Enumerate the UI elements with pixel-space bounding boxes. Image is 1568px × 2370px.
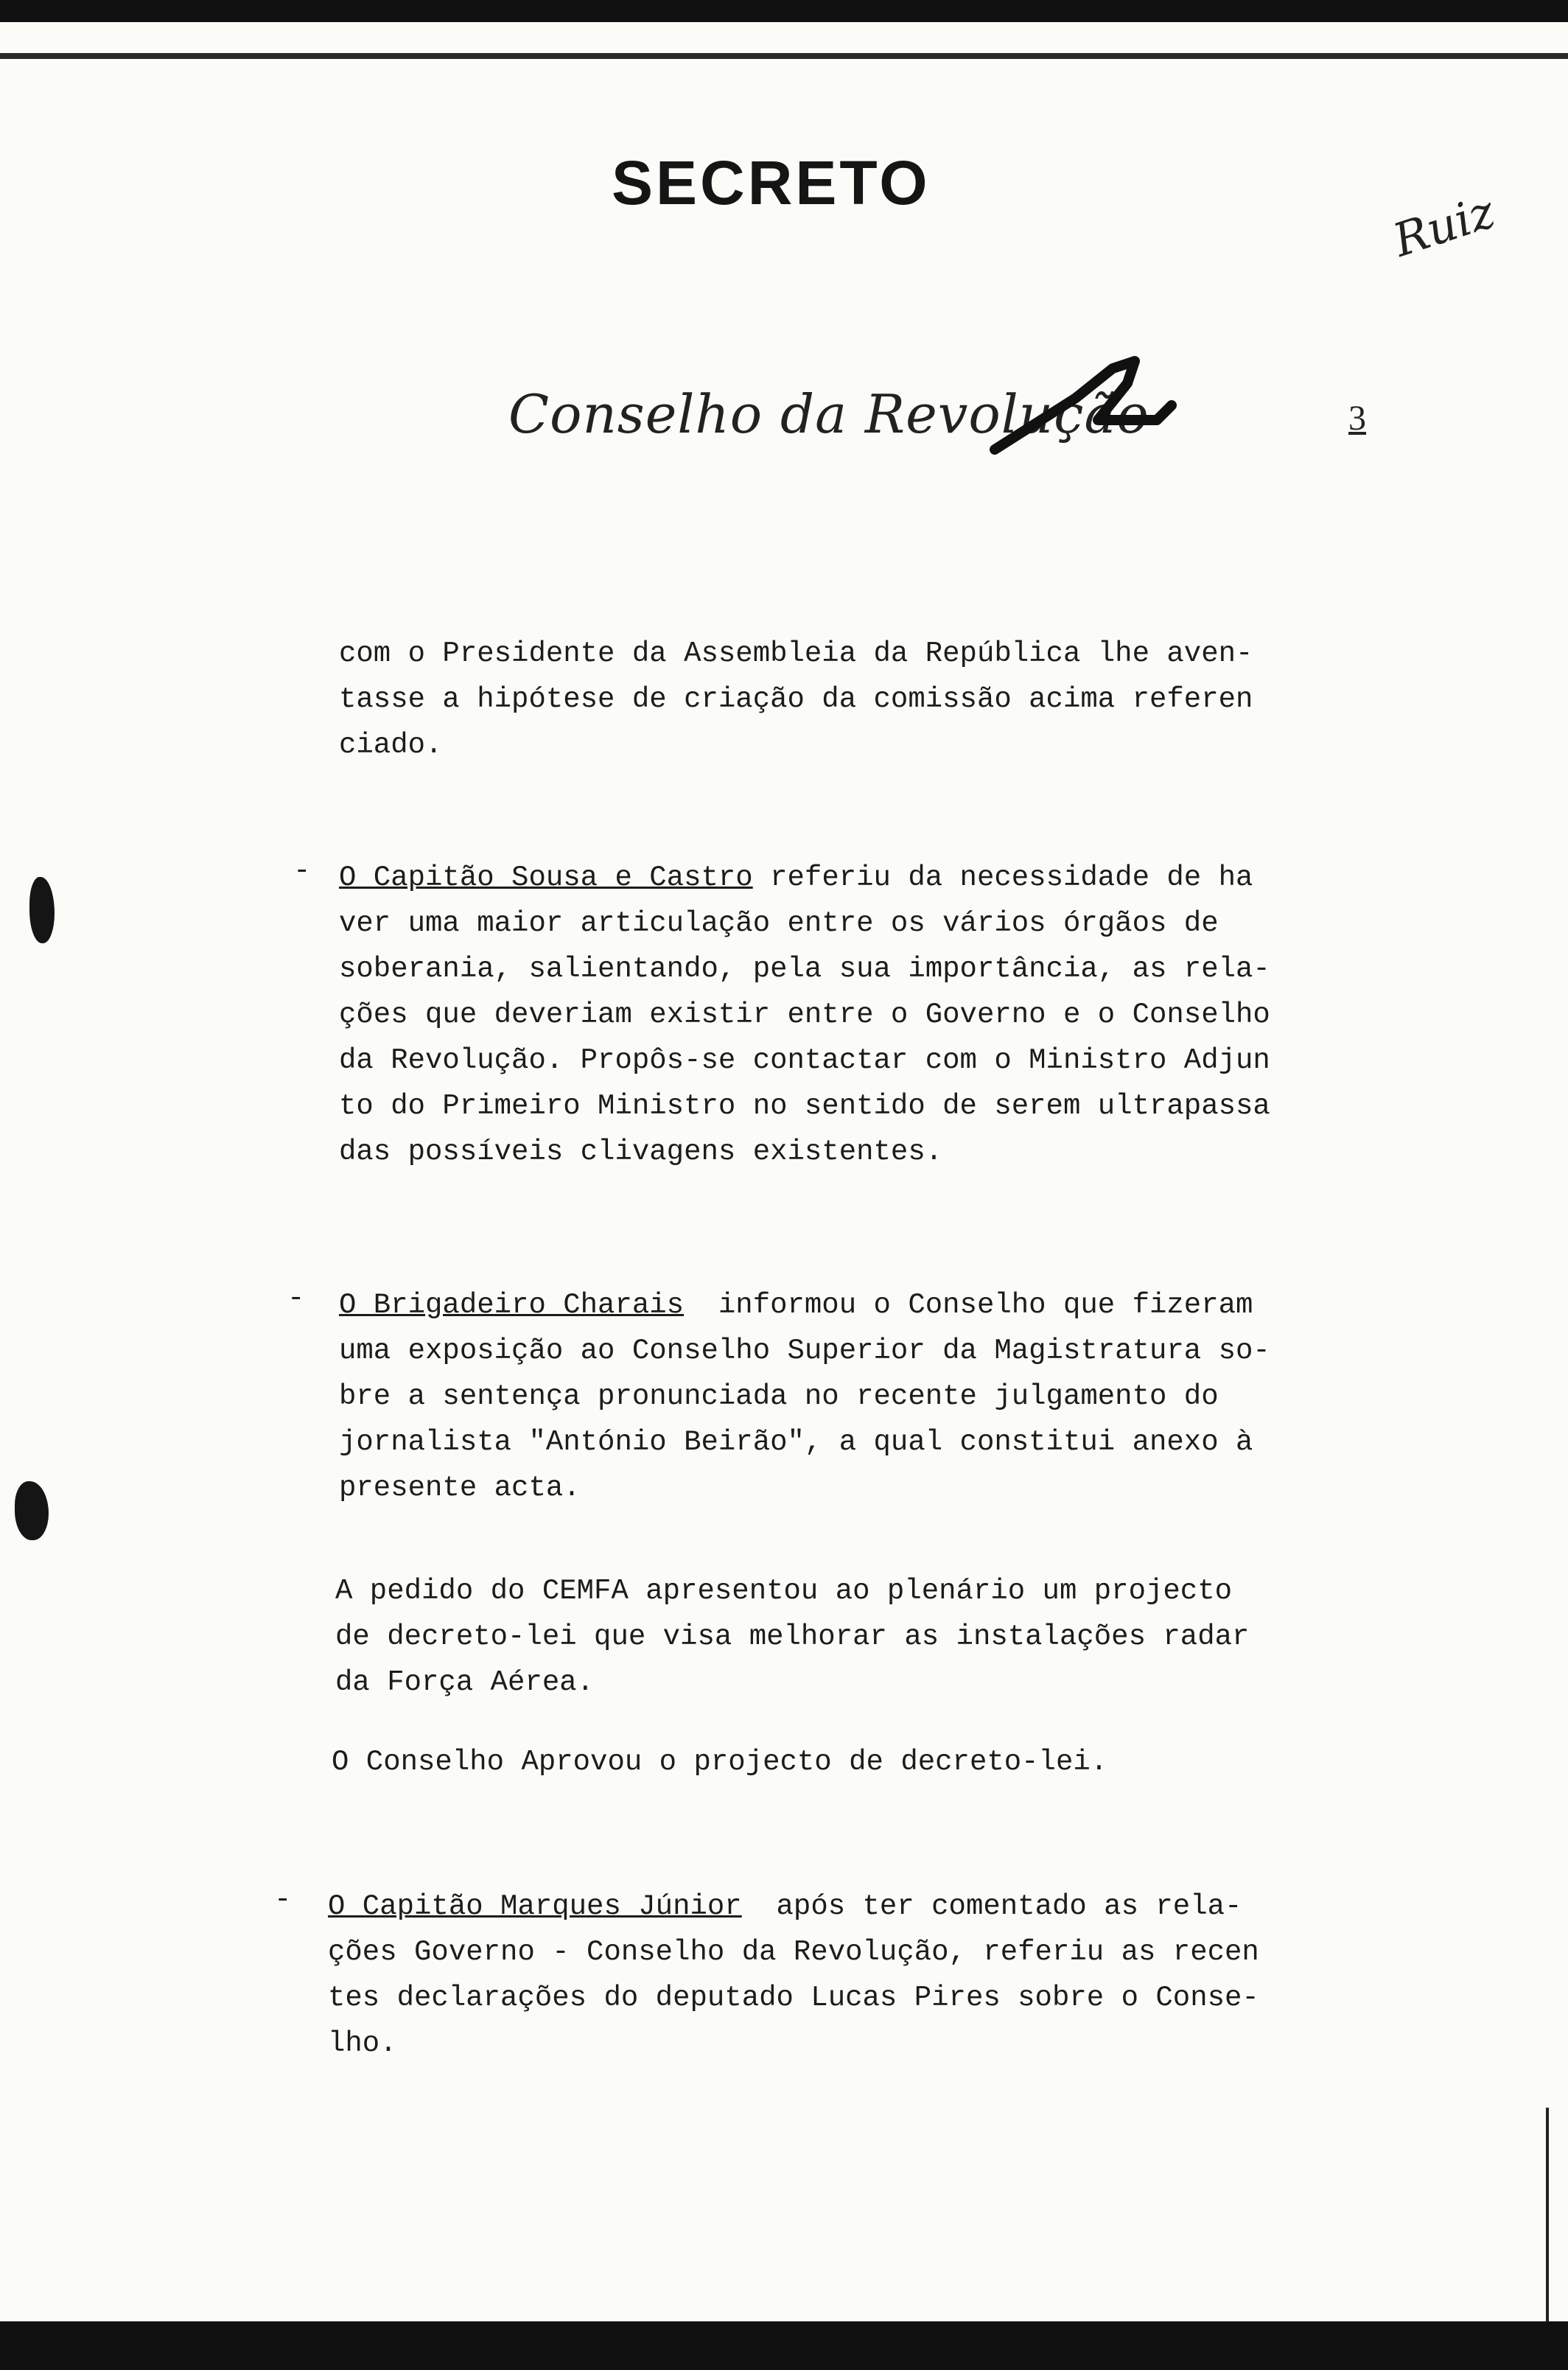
text-line: soberania, salientando, pela sua importância, as rela- — [339, 953, 1270, 985]
text-line: com o Presidente da Assembleia da República lhe aven- — [339, 637, 1253, 670]
handwritten-initials: Ruiz — [1387, 184, 1501, 268]
text-line: ciado. — [339, 729, 443, 761]
list-dash: - — [287, 1282, 305, 1315]
letterhead-title: Conselho da Revolução — [508, 383, 1149, 445]
scan-bottom-border — [0, 2321, 1568, 2370]
paragraph-sousa-e-castro — [339, 855, 1356, 1175]
paragraph-cemfa — [335, 1568, 1352, 1705]
list-dash: - — [274, 1884, 292, 1916]
paragraph-continuation — [339, 631, 1356, 768]
list-dash: - — [293, 855, 311, 887]
paragraph-charais — [339, 1282, 1356, 1511]
text-line: O Capitão Sousa e Castro referiu da necessidade de ha — [339, 861, 1253, 894]
text-line: jornalista "António Beirão", a qual constitui anexo à — [339, 1426, 1253, 1458]
text-line: tes declarações do deputado Lucas Pires sobre o Conse- — [328, 1982, 1259, 2014]
text-line: da Força Aérea. — [335, 1666, 595, 1699]
paragraph-approval — [332, 1739, 1348, 1785]
speaker-name: O Capitão Sousa e Castro — [339, 861, 753, 894]
punch-hole-mark — [15, 1481, 49, 1540]
text-line: uma exposição ao Conselho Superior da Magistratura so- — [339, 1335, 1270, 1367]
text-line: A pedido do CEMFA apresentou ao plenário um projecto — [335, 1575, 1232, 1607]
scan-top-border — [0, 0, 1568, 22]
text-line: O Brigadeiro Charais informou o Conselho que fizeram — [339, 1289, 1253, 1321]
text-line: ções Governo - Conselho da Revolução, referiu as recen — [328, 1936, 1259, 1968]
text-line: tasse a hipótese de criação da comissão acima referen — [339, 683, 1253, 716]
text-line: to do Primeiro Ministro no sentido de serem ultrapassa — [339, 1090, 1270, 1122]
punch-hole-mark — [29, 877, 55, 943]
text-line: ver uma maior articulação entre os vários órgãos de — [339, 907, 1219, 940]
text-line: bre a sentença pronunciada no recente julgamento do — [339, 1380, 1219, 1413]
text-line: ções que deveriam existir entre o Governo e o Conselho — [339, 999, 1270, 1031]
speaker-name: O Brigadeiro Charais — [339, 1289, 685, 1321]
text-line: presente acta. — [339, 1472, 581, 1504]
speaker-name: O Capitão Marques Júnior — [328, 1890, 742, 1923]
paragraph-marques-junior — [328, 1884, 1345, 2066]
text-line: de decreto-lei que visa melhorar as instalações radar — [335, 1621, 1250, 1653]
classification-stamp: SECRETO — [612, 148, 931, 217]
text-line: das possíveis clivagens existentes. — [339, 1136, 943, 1168]
scan-right-edge-line — [1546, 2108, 1549, 2321]
text-line: lho. — [328, 2027, 397, 2060]
scan-top-rule — [0, 53, 1568, 59]
text-line: O Capitão Marques Júnior após ter comentado as rela- — [328, 1890, 1242, 1923]
text-line: O Conselho Aprovou o projecto de decreto-lei. — [332, 1746, 1108, 1778]
page-number: 3 — [1348, 399, 1366, 438]
signature-stroke — [987, 339, 1179, 457]
text-line: da Revolução. Propôs-se contactar com o Ministro Adjun — [339, 1044, 1270, 1077]
